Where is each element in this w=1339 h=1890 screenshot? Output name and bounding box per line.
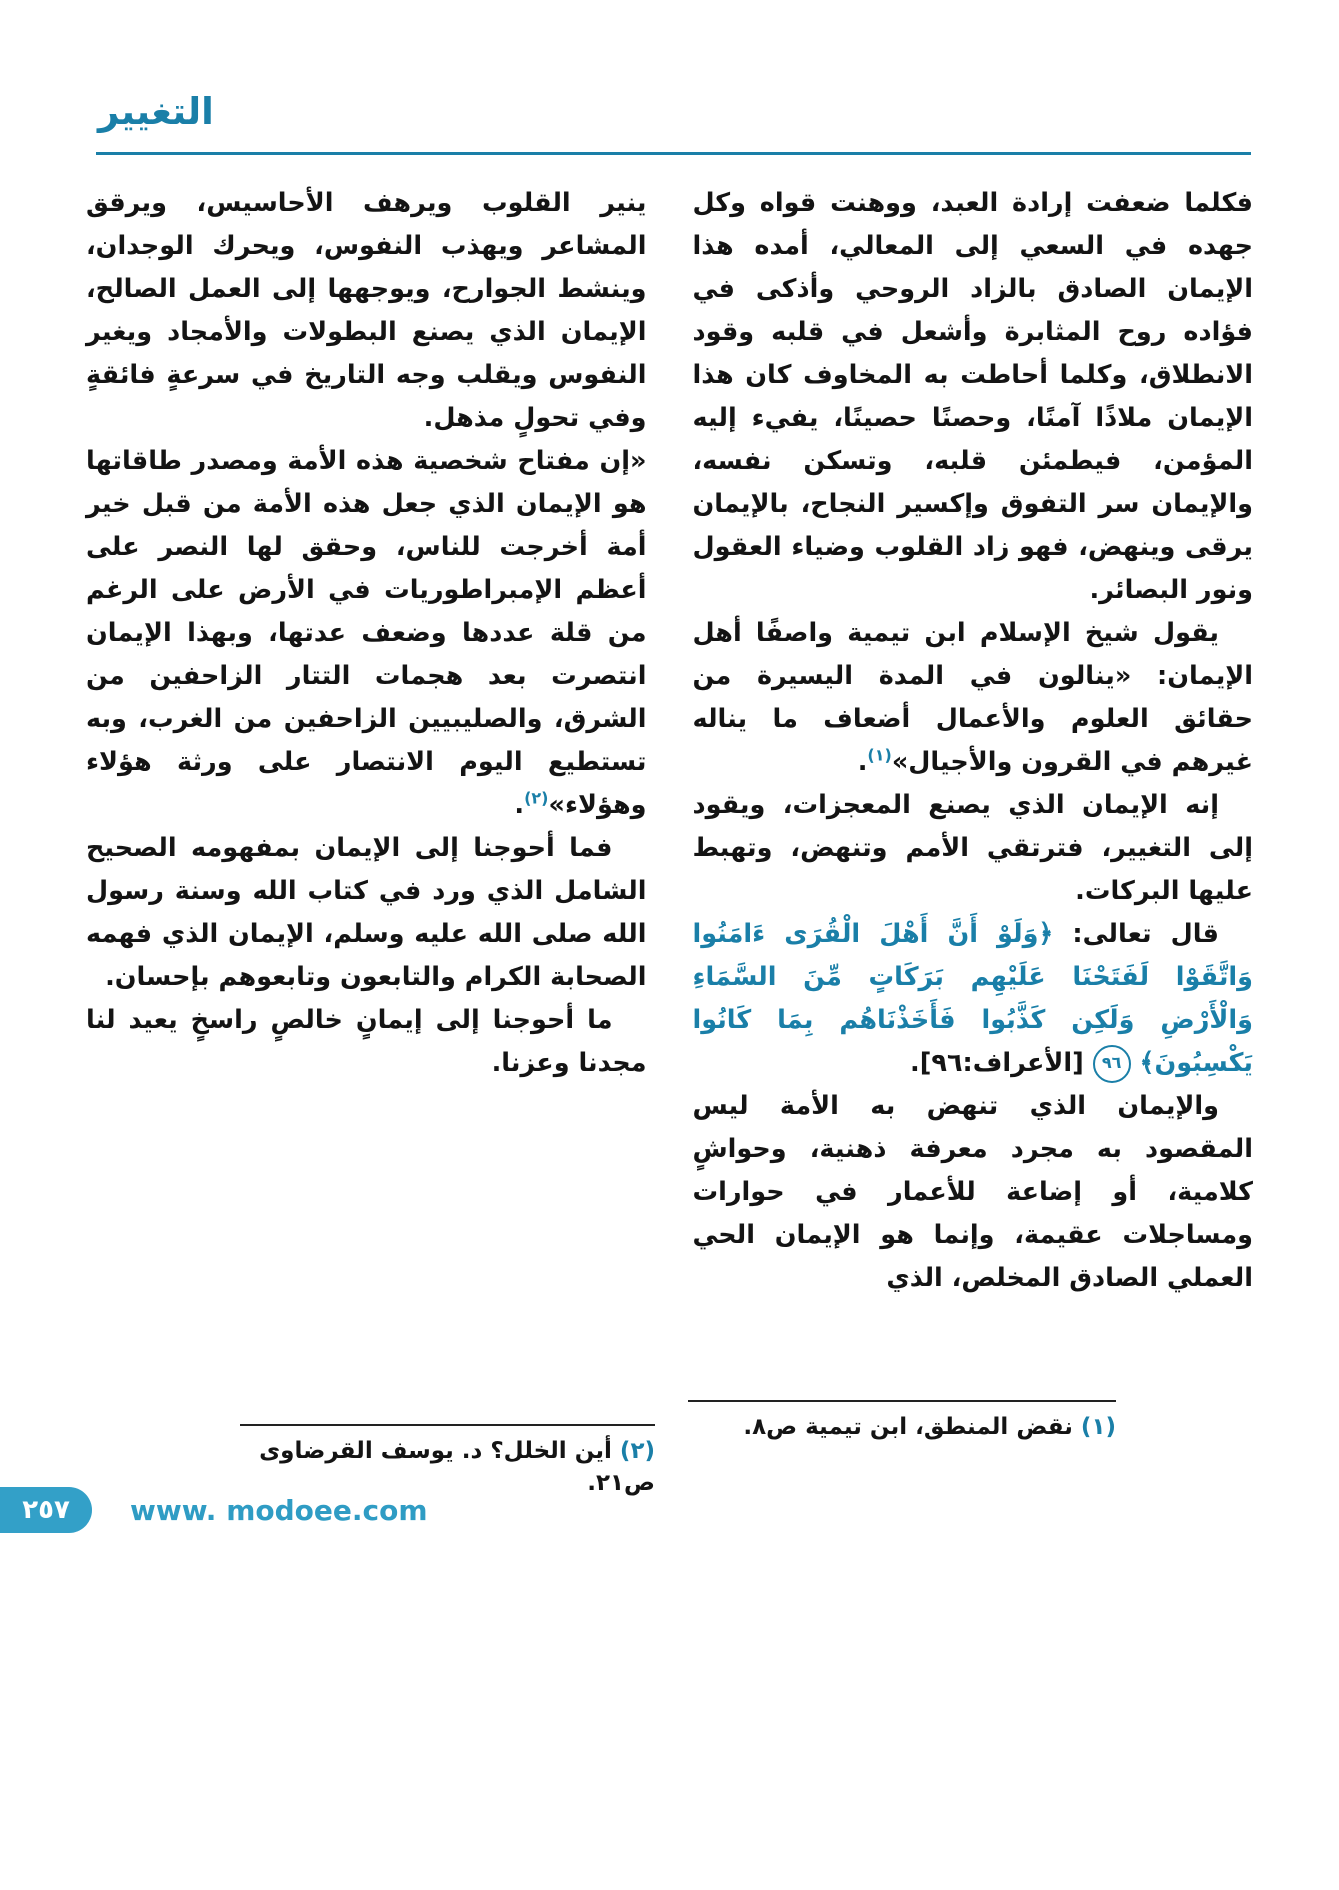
footnote-marker-1: (١) [867,745,892,765]
quran-intro: قال تعالى: [1072,919,1219,949]
paragraph [693,612,1254,784]
footnote-divider [688,1400,1116,1402]
page-number-badge: ٢٥٧ [0,1487,92,1533]
quran-verse-text: ﴿وَلَوْ أَنَّ أَهْلَ الْقُرَى ءَامَنُوا وَاتَّقَوْا لَفَتَحْنَا عَلَيْهِم بَرَكَاتٍ مِّنَ السَّمَاءِ وَالْأَرْضِ وَلَكِن كَذَّبُوا فَأَخَذْنَاهُم بِمَا كَانُوا يَكْسِبُونَ﴾ [692,919,1253,1078]
paragraph: ما أحوجنا إلى إيمانٍ خالصٍ راسخٍ يعيد لنا مجدنا وعزنا. [86,1005,647,1078]
paragraph: إنه الإيمان الذي يصنع المعجزات، ويقود إلى التغيير، فترتقي الأمم وتنهض، وتهبط عليها البركات. [692,790,1253,906]
ayah-number-ornament: ٩٦ [1093,1045,1131,1083]
footnote-divider [240,1424,655,1426]
column-left [86,182,647,1300]
header-divider [96,152,1251,155]
column-right [693,182,1254,1300]
footnote-number: (٢) [619,1438,655,1464]
footnote-marker-2: (٢) [524,788,549,808]
page-content [86,182,1253,1300]
footnote-2 [240,1424,655,1499]
footnote-body: أين الخلل؟ د. يوسف القرضاوى ص٢١. [259,1438,655,1496]
website-url: www. modoee.com [130,1494,428,1527]
paragraph: فما أحوجنا إلى الإيمان بمفهومه الصحيح الشامل الذي ورد في كتاب الله وسنة رسول الله صلى الله عليه وسلم، الإيمان الذي فهمه الصحابة الكرام والتابعون وتابعوهم بإحسان. [86,833,647,992]
paragraph-tail: . [514,790,525,820]
footnote-text [688,1411,1116,1443]
paragraph-text: يقول شيخ الإسلام ابن تيمية واصفًا أهل الإيمان: «ينالون في المدة اليسيرة من حقائق العلوم والأعمال أضعاف ما يناله غيرهم في القرون والأجيال» [692,618,1253,777]
page-header-title: التغيير [98,90,214,133]
paragraph: والإيمان الذي تنهض به الأمة ليس المقصود به مجرد معرفة ذهنية، وحواشٍ كلامية، أو إضاعة للأعمار في حوارات ومساجلات عقيمة، وإنما هو الإيمان الحي العملي الصادق المخلص، الذي [692,1091,1253,1293]
paragraph-tail: . [857,747,868,777]
quran-reference: [الأعراف:٩٦]. [910,1048,1084,1078]
footnote-text [240,1435,655,1499]
footnote-body: نقض المنطق، ابن تيمية ص٨. [743,1414,1073,1440]
quran-verse-paragraph [693,913,1254,1085]
paragraph: فكلما ضعفت إرادة العبد، ووهنت قواه وكل جهده في السعي إلى المعالي، أمده هذا الإيمان الصادق بالزاد الروحي وأذكى في فؤاده روح المثابرة وأشعل في قلبه وقود الانطلاق، وكلما أحاطت به المخاوف كان هذا الإيمان ملاذًا آمنًا، وحصنًا حصينًا، يفيء إليه المؤمن، فيطمئن قلبه، وتسكن نفسه، والإيمان سر التفوق وإكسير النجاح، بالإيمان يرقى وينهض، فهو زاد القلوب وضياء العقول ونور البصائر. [692,188,1253,605]
footnote-number: (١) [1080,1414,1116,1440]
paragraph: ينير القلوب ويرهف الأحاسيس، ويرقق المشاعر ويهذب النفوس، ويحرك الوجدان، وينشط الجوارح، ويوجهها إلى العمل الصالح، الإيمان الذي يصنع البطولات والأمجاد ويغير النفوس ويقلب وجه التاريخ في سرعةٍ فائقةٍ وفي تحولٍ مذهل. [86,188,647,433]
paragraph [86,440,647,827]
paragraph-text: «إن مفتاح شخصية هذه الأمة ومصدر طاقاتها هو الإيمان الذي جعل هذه الأمة من قبل خير أمة أخرجت للناس، وحقق لها النصر على أعظم الإمبراطوريات في الأرض على الرغم من قلة عددها وضعف عدتها، وبهذا الإيمان انتصرت بعد هجمات التتار الزاحفين من الشرق، والصليبيين الزاحفين من الغرب، وبه تستطيع اليوم الانتصار على ورثة هؤلاء وهؤلاء» [86,446,647,820]
footnote-1 [688,1400,1116,1443]
